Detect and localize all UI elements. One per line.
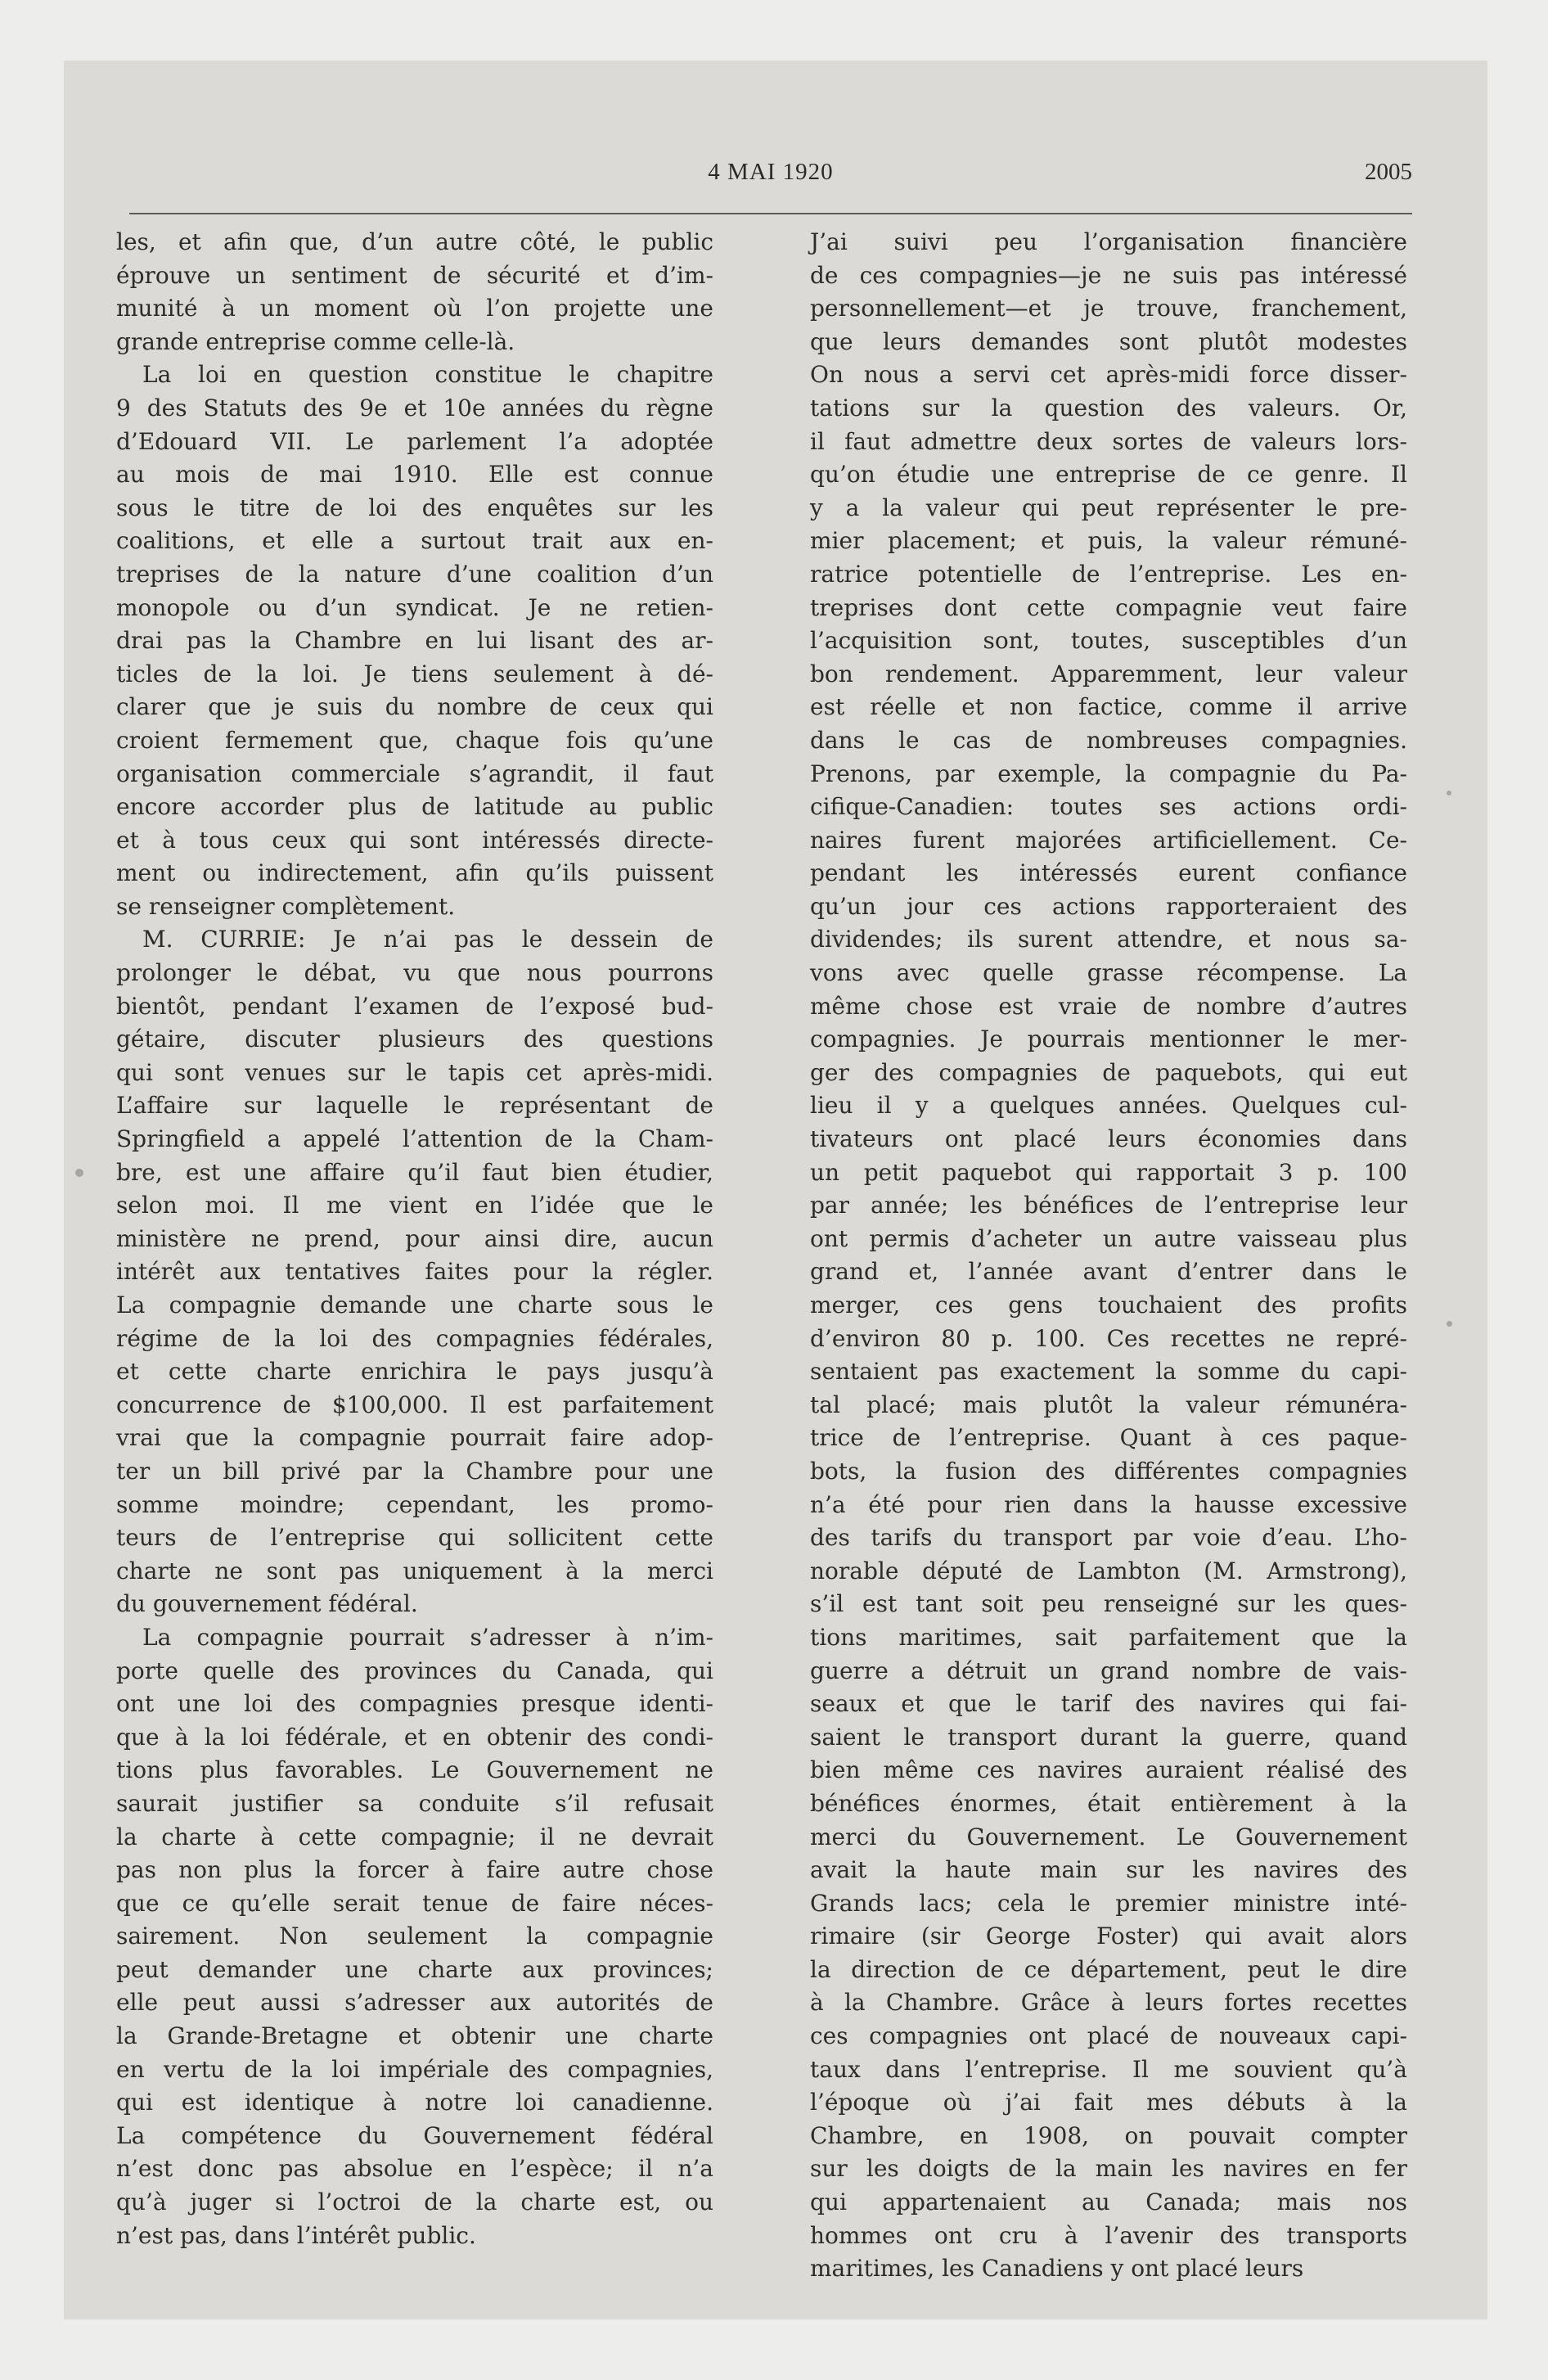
text-line: il faut admettre deux sortes de valeurs lors- [810, 427, 1407, 455]
header-rule [129, 213, 1412, 214]
text-line: naires furent majorées artificiellement. Ce- [810, 826, 1407, 854]
text-line: bre, est une affaire qu’il faut bien étudier, [116, 1158, 713, 1186]
text-line: bénéfices énormes, était entièrement à la [810, 1789, 1407, 1817]
text-line: qui est identique à notre loi canadienne. [116, 2089, 713, 2116]
text-line: dans le cas de nombreuses compagnies. [810, 726, 1407, 754]
page-speck [1447, 791, 1451, 796]
text-line: même chose est vraie de nombre d’autres [810, 992, 1407, 1020]
text-line: cifique-Canadien: toutes ses actions ordi- [810, 793, 1407, 821]
text-line: teurs de l’entreprise qui sollicitent cette [116, 1524, 713, 1552]
text-line: saurait justifier sa conduite s’il refusait [116, 1789, 713, 1817]
text-line: norable député de Lambton (M. Armstrong), [810, 1557, 1407, 1584]
text-line: de ces compagnies—je ne suis pas intéressé [810, 261, 1407, 289]
text-line: sous le titre de loi des enquêtes sur les [116, 494, 713, 521]
paragraph [116, 923, 713, 1620]
text-line: un petit paquebot qui rapportait 3 p. 100 [810, 1158, 1407, 1186]
text-line: elle peut aussi s’adresser aux autorités de [116, 1989, 713, 2017]
text-line: ministère ne prend, pour ainsi dire, aucun [116, 1224, 713, 1252]
text-line: qu’un jour ces actions rapporteraient des [810, 892, 1407, 920]
text-line: qui sont venues sur le tapis cet après-midi. [116, 1058, 713, 1086]
text-line: à la Chambre. Grâce à leurs fortes recettes [810, 1989, 1407, 2017]
text-line: bien même ces navires auraient réalisé des [810, 1756, 1407, 1784]
text-line: Chambre, en 1908, on pouvait compter [810, 2121, 1407, 2149]
text-line: Springfield a appelé l’attention de la Cham- [116, 1125, 713, 1153]
text-line: qu’à juger si l’octroi de la charte est, ou [116, 2188, 713, 2216]
text-line: ger des compagnies de paquebots, qui eut [810, 1058, 1407, 1086]
text-line: On nous a servi cet après-midi force disser- [810, 361, 1407, 389]
text-line: Grands lacs; cela le premier ministre inté- [810, 1889, 1407, 1917]
text-line: y a la valeur qui peut représenter le pre- [810, 494, 1407, 521]
text-line: sentaient pas exactement la somme du capi- [810, 1358, 1407, 1386]
text-line: bots, la fusion des différentes compagnies [810, 1457, 1407, 1485]
text-line: pendant les intéressés eurent confiance [810, 859, 1407, 887]
text-line: et cette charte enrichira le pays jusqu’à [116, 1358, 713, 1386]
paragraph [116, 358, 713, 923]
text-line: La loi en question constitue le chapitre [142, 361, 713, 389]
text-line: en vertu de la loi impériale des compagnies, [116, 2055, 713, 2083]
text-line: du gouvernement fédéral. [116, 1590, 418, 1618]
text-line: qui appartenaient au Canada; mais nos [810, 2188, 1407, 2216]
text-line: gétaire, discuter plusieurs des questions [116, 1025, 713, 1053]
page-speck [75, 1169, 83, 1177]
text-line: La compagnie pourrait s’adresser à n’im- [142, 1623, 713, 1651]
text-line: ont permis d’acheter un autre vaisseau plus [810, 1224, 1407, 1252]
text-line: maritimes, les Canadiens y ont placé leurs [810, 2255, 1304, 2283]
text-line: lieu il y a quelques années. Quelques cul- [810, 1092, 1407, 1120]
text-line: porte quelle des provinces du Canada, qui [116, 1657, 713, 1684]
scanned-page [64, 61, 1487, 2319]
text-line: la charte à cette compagnie; il ne devrait [116, 1823, 713, 1850]
text-line: ces compagnies ont placé de nouveaux capi- [810, 2022, 1407, 2050]
text-line: M. CURRIE: Je n’ai pas le dessein de [142, 926, 713, 953]
text-line: bon rendement. Apparemment, leur valeur [810, 660, 1407, 687]
text-line: pas non plus la forcer à faire autre chose [116, 1856, 713, 1884]
text-line: ratrice potentielle de l’entreprise. Les en- [810, 560, 1407, 588]
text-line: monopole ou d’un syndicat. Je ne retien- [116, 593, 713, 621]
text-line: éprouve un sentiment de sécurité et d’im- [116, 261, 713, 289]
paragraph [116, 1621, 713, 2252]
text-line: encore accorder plus de latitude au public [116, 793, 713, 821]
text-line: Prenons, par exemple, la compagnie du Pa- [810, 760, 1407, 787]
text-line: ticles de la loi. Je tiens seulement à dé- [116, 660, 713, 687]
text-line: croient fermement que, chaque fois qu’une [116, 726, 713, 754]
text-line: par année; les bénéfices de l’entreprise leur [810, 1192, 1407, 1219]
text-line: la direction de ce département, peut le dire [810, 1955, 1407, 1983]
text-line: que à la loi fédérale, et en obtenir des condi- [116, 1723, 713, 1751]
text-line: au mois de mai 1910. Elle est connue [116, 461, 713, 489]
text-line: organisation commerciale s’agrandit, il faut [116, 760, 713, 787]
text-line: grand et, l’année avant d’entrer dans le [810, 1258, 1407, 1286]
text-line: charte ne sont pas uniquement à la merci [116, 1557, 713, 1584]
text-line: saient le transport durant la guerre, quand [810, 1723, 1407, 1751]
text-line: selon moi. Il me vient en l’idée que le [116, 1192, 713, 1219]
text-line: tions plus favorables. Le Gouvernement ne [116, 1756, 713, 1784]
paragraph [116, 226, 713, 358]
text-line: peut demander une charte aux provinces; [116, 1955, 713, 1983]
header-date: 4 MAI 1920 [708, 159, 834, 185]
text-line: somme moindre; cependant, les promo- [116, 1490, 713, 1518]
text-line: n’est donc pas absolue en l’espèce; il n’a [116, 2155, 713, 2183]
text-line: régime de la loi des compagnies fédérales, [116, 1324, 713, 1352]
text-line: ont une loi des compagnies presque identi- [116, 1690, 713, 1718]
text-line: bientôt, pendant l’examen de l’exposé bud- [116, 992, 713, 1020]
text-line: treprises dont cette compagnie veut faire [810, 593, 1407, 621]
text-line: grande entreprise comme celle-là. [116, 327, 515, 355]
text-line: treprises de la nature d’une coalition d’un [116, 560, 713, 588]
text-line: est réelle et non factice, comme il arrive [810, 693, 1407, 721]
text-line: qu’on étudie une entreprise de ce genre. Il [810, 461, 1407, 489]
right-column [810, 226, 1407, 2286]
text-line: tations sur la question des valeurs. Or, [810, 394, 1407, 421]
text-line: La compétence du Gouvernement fédéral [116, 2121, 713, 2149]
text-line: des tarifs du transport par voie d’eau. L’ho- [810, 1524, 1407, 1552]
text-line: la Grande-Bretagne et obtenir une charte [116, 2022, 713, 2050]
text-line: n’est pas, dans l’intérêt public. [116, 2221, 476, 2249]
text-line: drai pas la Chambre en lui lisant des ar- [116, 627, 713, 655]
text-line: ment ou indirectement, afin qu’ils puissent [116, 859, 713, 887]
text-line: La compagnie demande une charte sous le [116, 1291, 713, 1318]
left-column [116, 226, 713, 2252]
text-line: seaux et que le tarif des navires qui fai- [810, 1690, 1407, 1718]
text-line: vons avec quelle grasse récompense. La [810, 959, 1407, 987]
text-line: sur les doigts de la main les navires en fer [810, 2155, 1407, 2183]
text-line: d’environ 80 p. 100. Ces recettes ne repré- [810, 1324, 1407, 1352]
text-line: 9 des Statuts des 9e et 10e années du règne [116, 394, 713, 421]
text-line: se renseigner complètement. [116, 892, 456, 920]
page-header [129, 159, 1412, 198]
text-line: l’époque où j’ai fait mes débuts à la [810, 2089, 1407, 2116]
text-line: munité à un moment où l’on projette une [116, 295, 713, 322]
page-speck [1447, 1321, 1452, 1327]
text-line: l’acquisition sont, toutes, susceptibles d’un [810, 627, 1407, 655]
text-line: coalitions, et elle a surtout trait aux en- [116, 527, 713, 555]
text-line: tions maritimes, sait parfaitement que la [810, 1623, 1407, 1651]
text-line: d’Edouard VII. Le parlement l’a adoptée [116, 427, 713, 455]
text-line: prolonger le débat, vu que nous pourrons [116, 959, 713, 987]
text-line: avait la haute main sur les navires des [810, 1856, 1407, 1884]
text-line: L’affaire sur laquelle le représentant de [116, 1092, 713, 1120]
text-line: s’il est tant soit peu renseigné sur les ques- [810, 1590, 1407, 1618]
text-line: que leurs demandes sont plutôt modestes [810, 327, 1407, 355]
text-line: guerre a détruit un grand nombre de vais- [810, 1657, 1407, 1684]
page-number: 2005 [1365, 159, 1412, 185]
text-line: vrai que la compagnie pourrait faire adop- [116, 1424, 713, 1452]
text-line: merger, ces gens touchaient des profits [810, 1291, 1407, 1318]
text-line: mier placement; et puis, la valeur rémuné- [810, 527, 1407, 555]
text-line: personnellement—et je trouve, franchement, [810, 295, 1407, 322]
text-line: et à tous ceux qui sont intéressés directe- [116, 826, 713, 854]
text-line: les, et afin que, d’un autre côté, le public [116, 228, 713, 255]
text-line: que ce qu’elle serait tenue de faire néces- [116, 1889, 713, 1917]
paragraph [810, 226, 1407, 2286]
text-line: J’ai suivi peu l’organisation financière [810, 228, 1407, 255]
text-line: tal placé; mais plutôt la valeur rémunéra- [810, 1391, 1407, 1418]
text-line: clarer que je suis du nombre de ceux qui [116, 693, 713, 721]
text-line: intérêt aux tentatives faites pour la régler. [116, 1258, 713, 1286]
text-line: trice de l’entreprise. Quant à ces paque- [810, 1424, 1407, 1452]
text-line: n’a été pour rien dans la hausse excessive [810, 1490, 1407, 1518]
text-line: compagnies. Je pourrais mentionner le mer- [810, 1025, 1407, 1053]
text-line: concurrence de $100,000. Il est parfaitement [116, 1391, 713, 1418]
text-line: taux dans l’entreprise. Il me souvient qu’à [810, 2055, 1407, 2083]
text-line: hommes ont cru à l’avenir des transports [810, 2221, 1407, 2249]
text-line: tivateurs ont placé leurs économies dans [810, 1125, 1407, 1153]
text-line: ter un bill privé par la Chambre pour une [116, 1457, 713, 1485]
text-line: merci du Gouvernement. Le Gouvernement [810, 1823, 1407, 1850]
text-line: rimaire (sir George Foster) qui avait alors [810, 1922, 1407, 1950]
text-line: dividendes; ils surent attendre, et nous sa- [810, 926, 1407, 953]
text-line: sairement. Non seulement la compagnie [116, 1922, 713, 1950]
